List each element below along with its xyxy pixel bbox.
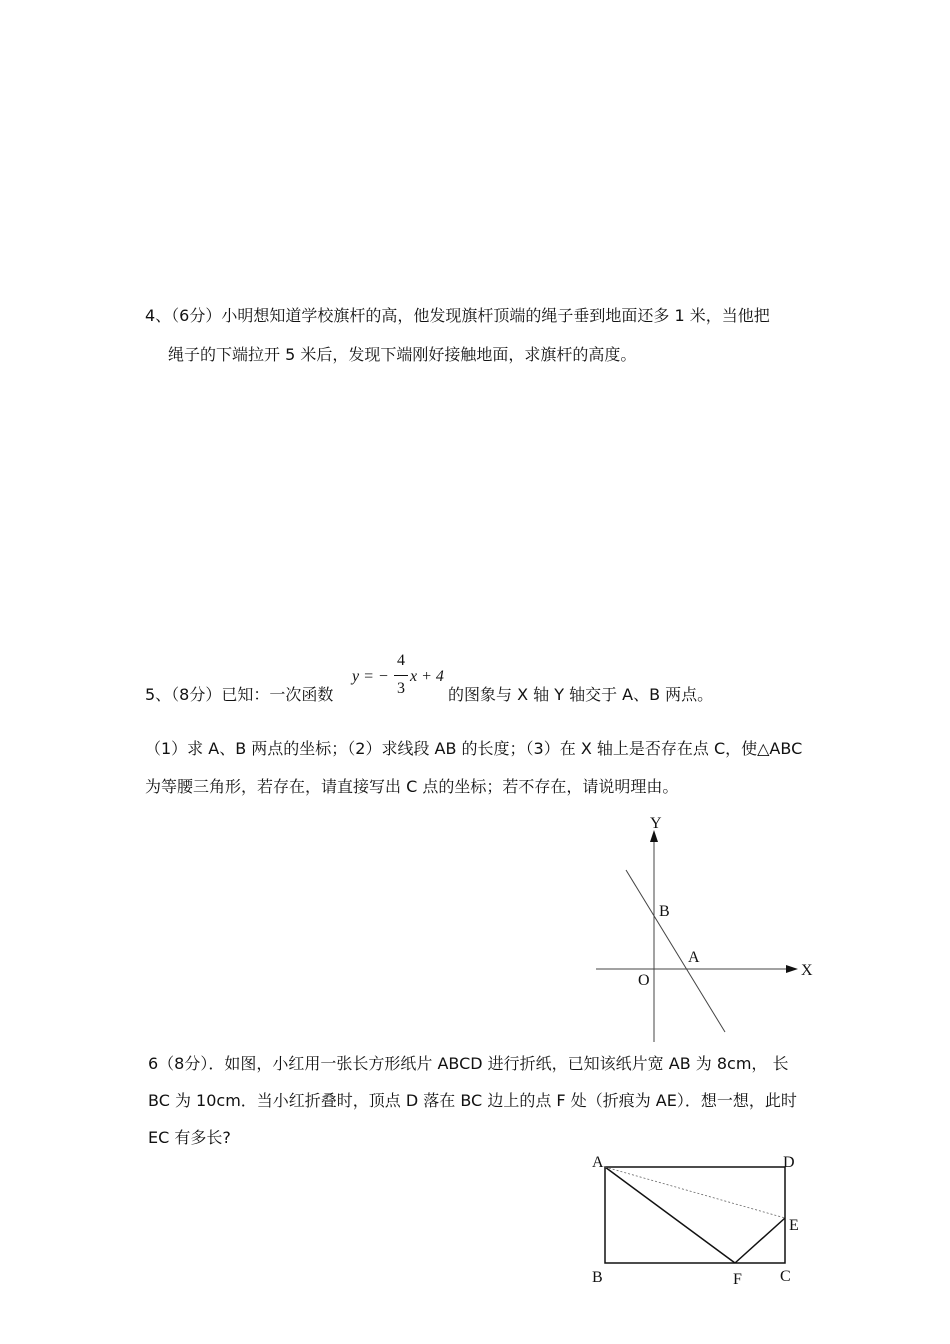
vertex-c-label: C bbox=[780, 1268, 791, 1285]
fold-crease-ae bbox=[605, 1167, 785, 1218]
point-a-label: A bbox=[688, 949, 700, 966]
q6-line-1: 6（8分）．如图，小红用一张长方形纸片 ABCD 进行折纸，已知该纸片宽 AB 为 8cm， 长 bbox=[148, 1054, 789, 1073]
vertex-a-label: A bbox=[592, 1154, 604, 1171]
q5-prefix: 5、（8分）已知：一次函数 bbox=[145, 685, 334, 704]
q5-coordinate-graph bbox=[590, 810, 830, 1050]
rectangle-abcd bbox=[605, 1167, 785, 1263]
q5-line-3: 为等腰三角形，若存在，请直接写出 C 点的坐标；若不存在，请说明理由。 bbox=[145, 777, 679, 796]
point-f-label: F bbox=[733, 1271, 742, 1288]
segment-af bbox=[605, 1167, 735, 1263]
y-axis-label: Y bbox=[650, 815, 662, 832]
function-line bbox=[626, 870, 725, 1032]
vertex-d-label: D bbox=[783, 1154, 795, 1171]
x-axis-label: X bbox=[801, 962, 813, 979]
eq-lhs: y = − bbox=[352, 668, 389, 685]
segment-fe bbox=[735, 1218, 785, 1263]
point-e-label: E bbox=[789, 1217, 799, 1234]
origin-label: O bbox=[638, 972, 650, 989]
eq-numerator: 4 bbox=[397, 652, 405, 669]
eq-fraction-bar bbox=[394, 675, 408, 676]
q5-suffix: 的图象与 X 轴 Y 轴交于 A、B 两点。 bbox=[448, 685, 714, 704]
q4-line-2: 绳子的下端拉开 5 米后，发现下端刚好接触地面，求旗杆的高度。 bbox=[168, 345, 637, 364]
x-axis-arrow-icon bbox=[786, 965, 798, 973]
point-b-label: B bbox=[659, 903, 670, 920]
q6-line-2: BC 为 10cm．当小红折叠时，顶点 D 落在 BC 边上的点 F 处（折痕为 AE）．想一想，此时 bbox=[148, 1091, 797, 1110]
q6-line-3: EC 有多长? bbox=[148, 1128, 231, 1147]
vertex-b-label: B bbox=[592, 1269, 603, 1286]
q4-line-1: 4、（6分）小明想知道学校旗杆的高，他发现旗杆顶端的绳子垂到地面还多 1 米，当他把 bbox=[145, 306, 770, 325]
eq-denominator: 3 bbox=[397, 680, 405, 697]
q5-line-2: （1）求 A、B 两点的坐标；（2）求线段 AB 的长度；（3）在 X 轴上是否存在点 C，使△ABC bbox=[145, 739, 803, 758]
q6-rectangle-figure bbox=[585, 1148, 810, 1288]
eq-rhs: x + 4 bbox=[410, 668, 444, 685]
